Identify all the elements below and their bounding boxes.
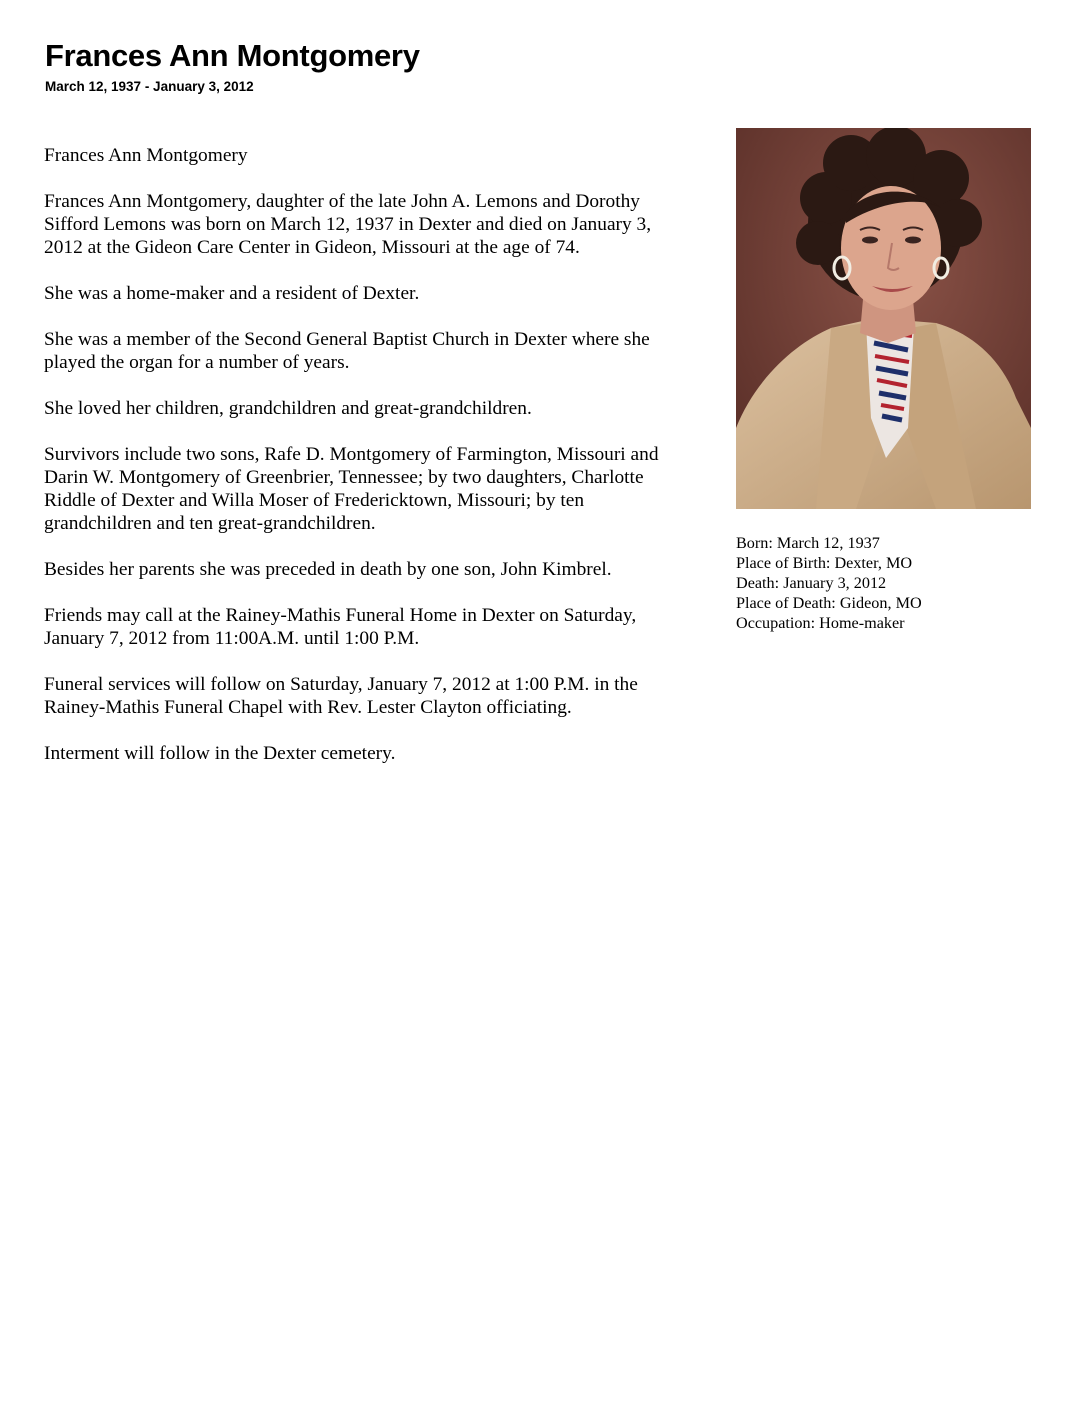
fact-place-of-birth: Place of Birth: Dexter, MO [736, 554, 913, 572]
fact-death: Death: January 3, 2012 [736, 574, 887, 592]
obituary-paragraph: Frances Ann Montgomery, daughter of the late John A. Lemons and Dorothy Sifford Lemons was born on March 12, 1937 in Dexter and died on January 3, 2012 at the Gideon Care Center in Gideon, Missouri at the age of 74. [44, 191, 652, 258]
fact-occupation: Occupation: Home-maker [736, 614, 905, 632]
fact-place-of-death: Place of Death: Gideon, MO [736, 594, 922, 612]
obituary-paragraph: Survivors include two sons, Rafe D. Montgomery of Farmington, Missouri and Darin W. Montgomery of Greenbrier, Tennessee; by two daughters, Charlotte Riddle of Dexter and Willa Moser of Fredericktown, Missouri; by ten grandchildren and ten great-grandchildren. [44, 444, 659, 534]
life-dates: March 12, 1937 - January 3, 2012 [45, 79, 254, 94]
obituary-paragraph: Besides her parents she was preceded in death by one son, John Kimbrel. [44, 559, 612, 580]
obituary-paragraph: Friends may call at the Rainey-Mathis Funeral Home in Dexter on Saturday, January 7, 2012 from 11:00A.M. until 1:00 P.M. [44, 605, 637, 649]
portrait-photo [736, 128, 1031, 509]
obituary-paragraph: Frances Ann Montgomery [44, 145, 248, 166]
obituary-text [44, 144, 694, 788]
obituary-paragraph: Funeral services will follow on Saturday, January 7, 2012 at 1:00 P.M. in the Rainey-Mathis Funeral Chapel with Rev. Lester Clayton officiating. [44, 674, 638, 718]
obituary-paragraph: She loved her children, grandchildren and great-grandchildren. [44, 398, 532, 419]
fact-born: Born: March 12, 1937 [736, 534, 880, 552]
vital-facts [736, 533, 1036, 633]
obituary-paragraph: She was a home-maker and a resident of Dexter. [44, 283, 420, 304]
page-title: Frances Ann Montgomery [45, 38, 420, 73]
obituary-paragraph: She was a member of the Second General Baptist Church in Dexter where she played the organ for a number of years. [44, 329, 650, 373]
obituary-paragraph: Interment will follow in the Dexter cemetery. [44, 743, 396, 764]
